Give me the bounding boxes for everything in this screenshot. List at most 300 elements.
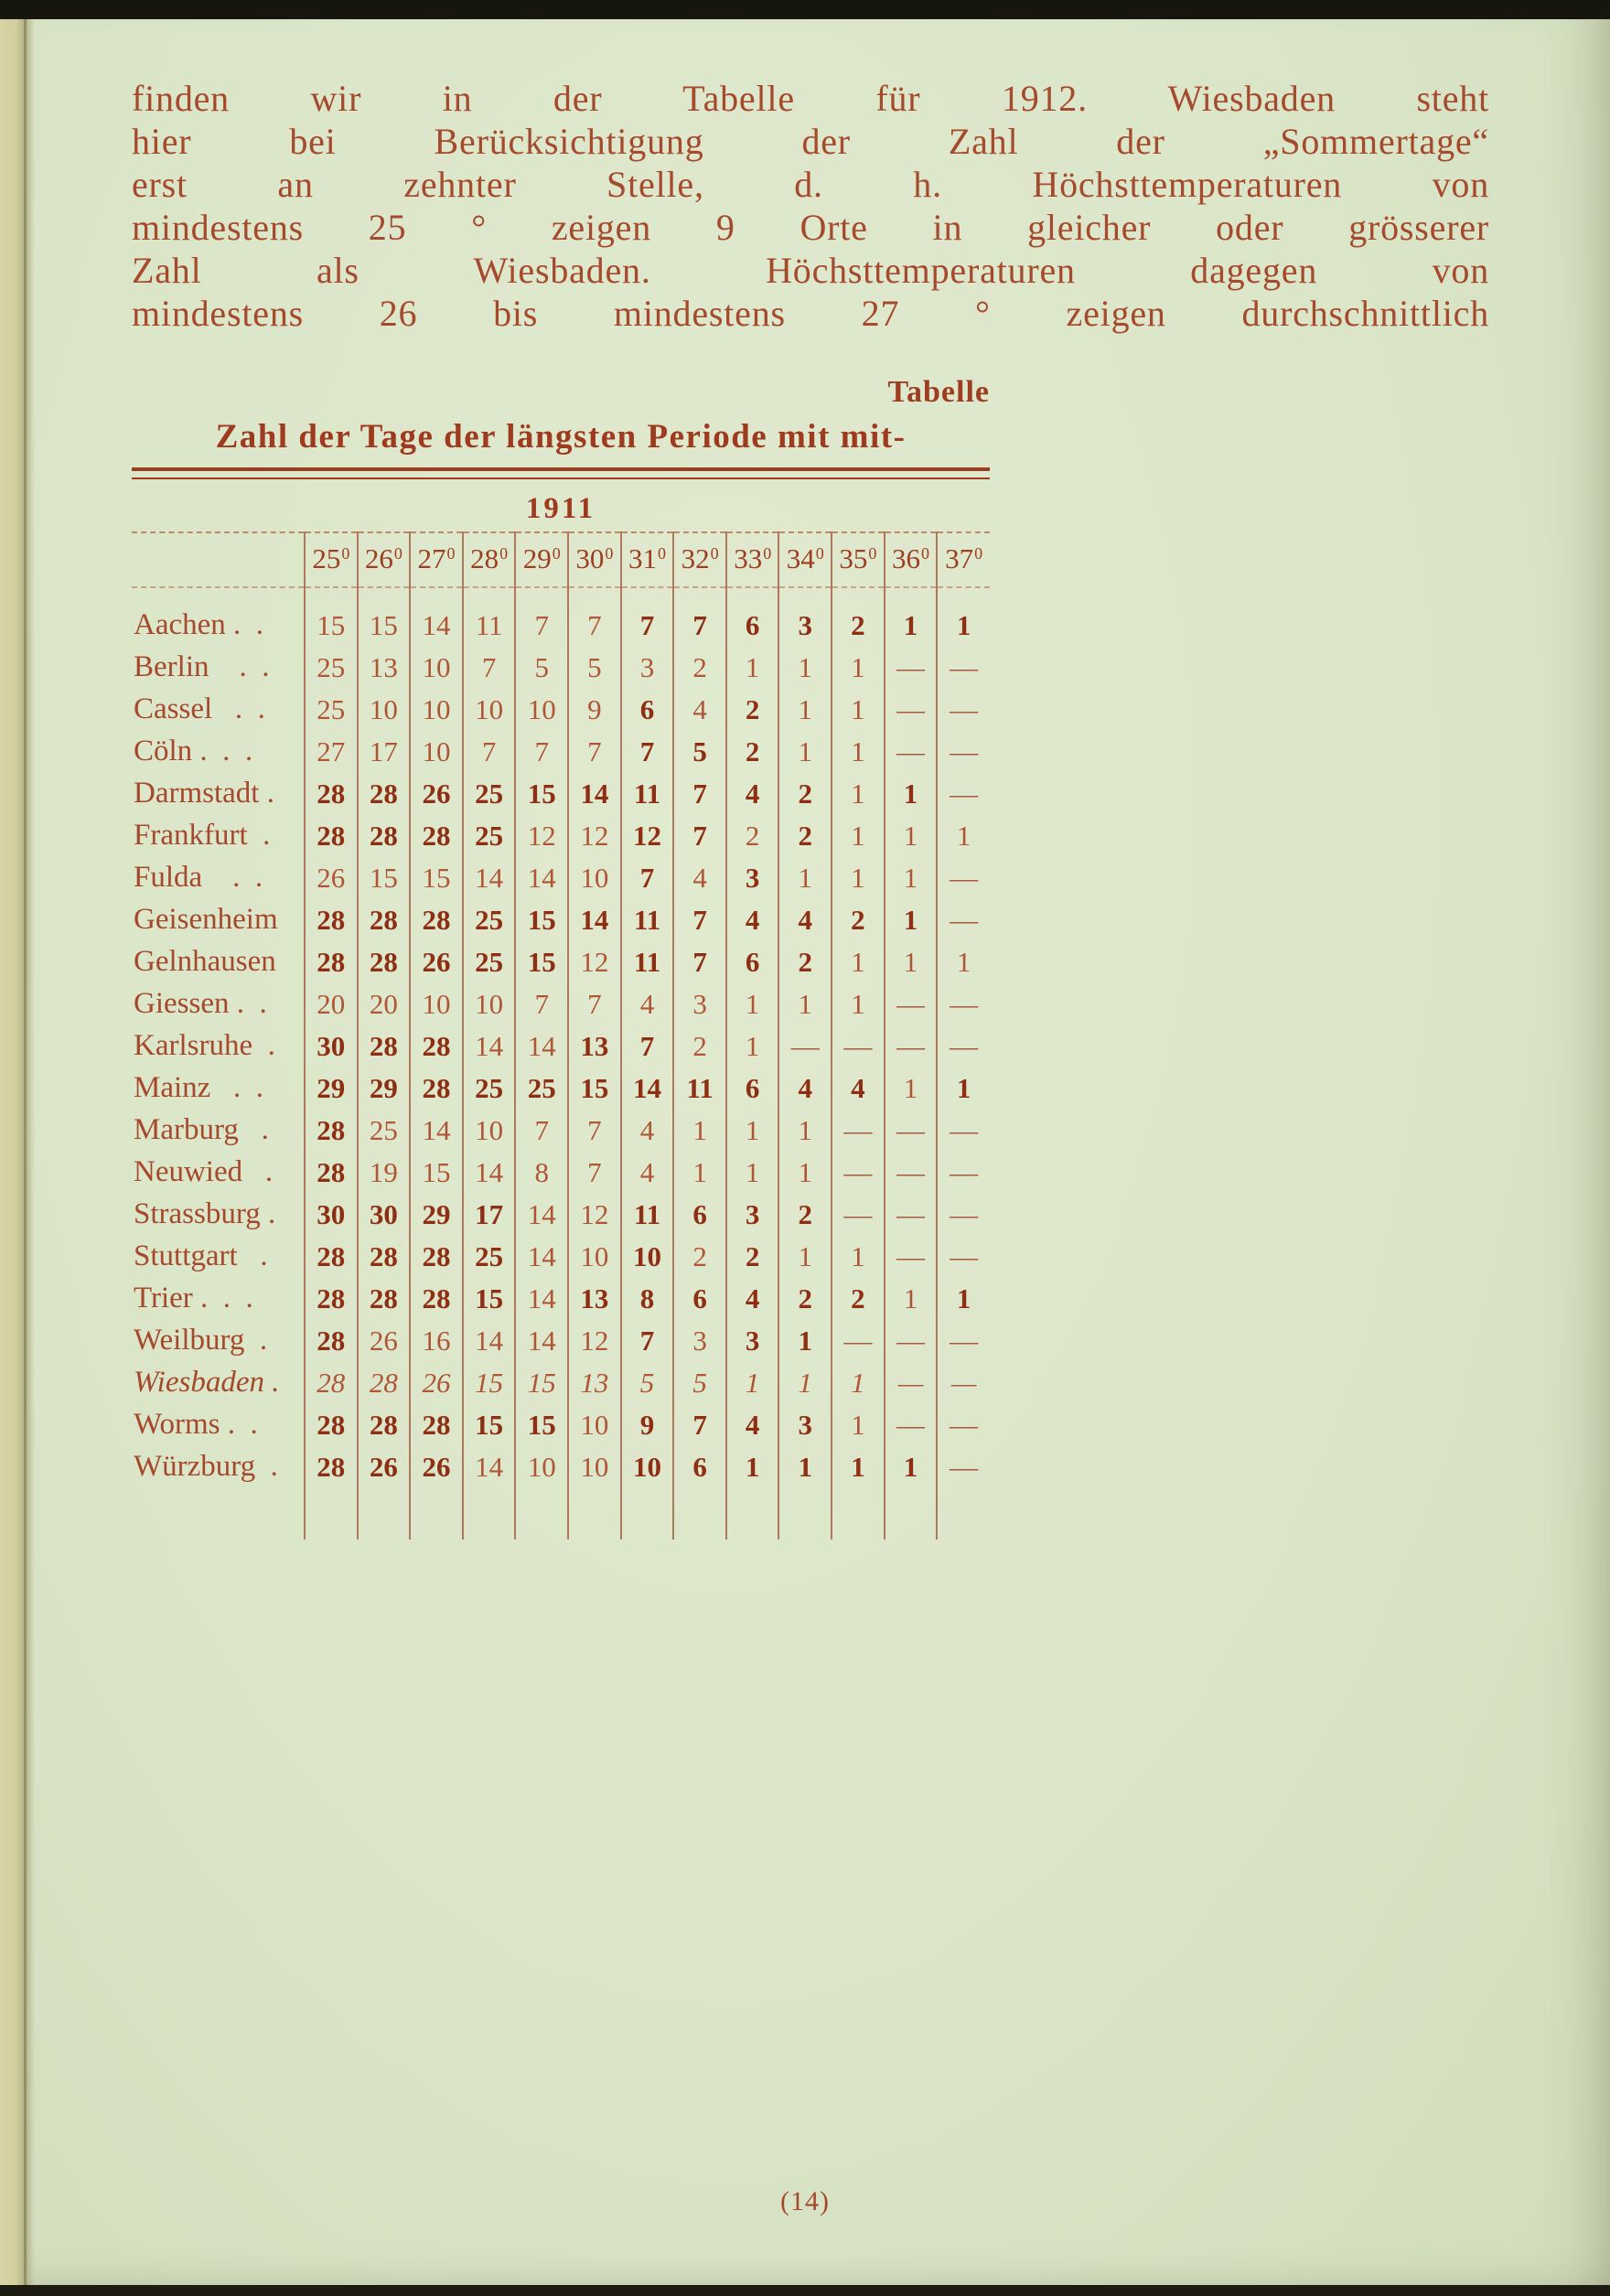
- city-name: Weilburg .: [134, 1324, 268, 1357]
- table-row: [132, 773, 990, 815]
- table-cell: 1: [832, 941, 885, 983]
- table-cell: 19: [358, 1152, 411, 1194]
- table-cell: —: [937, 1446, 990, 1488]
- column-header: $29^0$: [515, 532, 568, 587]
- table-cell: 14: [515, 1025, 568, 1068]
- paragraph-line: hier bei Berücksichtigung der Zahl der „Sommertage“: [132, 121, 1489, 162]
- table-cell: 29: [410, 1194, 463, 1236]
- table-cell: 7: [463, 647, 516, 689]
- table-cell: 28: [305, 1278, 358, 1320]
- table-cell: —: [937, 983, 990, 1025]
- degree-superscript: 0: [710, 544, 719, 563]
- paragraph-line: mindestens 26 bis mindestens 27 ° zeigen durchschnittlich: [132, 293, 1489, 334]
- table-cell: 1: [778, 689, 832, 731]
- table-cell: 26: [358, 1446, 411, 1488]
- table-cell: 28: [305, 1446, 358, 1488]
- table-cell: 1: [832, 773, 885, 815]
- table-cell: 12: [568, 1194, 621, 1236]
- table-cell: 11: [621, 899, 674, 941]
- table-cell: 1: [726, 983, 779, 1025]
- city-name: Karlsruhe .: [134, 1029, 275, 1062]
- table-cell: 1: [778, 1236, 832, 1278]
- table-cell: 3: [726, 857, 779, 899]
- table-cell: 15: [515, 941, 568, 983]
- table-cell: 28: [410, 1068, 463, 1110]
- table-cell: 1: [726, 1362, 779, 1404]
- table-row: [132, 1404, 990, 1446]
- table-row: [132, 899, 990, 941]
- table-cell: 12: [515, 815, 568, 857]
- table-cell: 1: [885, 941, 938, 983]
- table-cell: 7: [515, 983, 568, 1025]
- column-header: $31^0$: [621, 532, 674, 587]
- table-cell: 1: [778, 857, 832, 899]
- degree-superscript: 0: [815, 544, 824, 563]
- table-cell: 15: [515, 899, 568, 941]
- city-name: Darmstadt .: [134, 777, 274, 810]
- table-cell: 1: [726, 1446, 779, 1488]
- table-cell: 14: [463, 1025, 516, 1068]
- table-cell: 4: [832, 1068, 885, 1110]
- table-cell: 1: [778, 647, 832, 689]
- column-header: $34^0$: [778, 532, 832, 587]
- table-cell: 1: [885, 1068, 938, 1110]
- table-cell: —: [937, 857, 990, 899]
- table-cell: 28: [410, 899, 463, 941]
- table-cell: 25: [463, 1068, 516, 1110]
- table-cell: 1: [778, 1362, 832, 1404]
- table-cell: 11: [621, 941, 674, 983]
- degree-superscript: 0: [446, 544, 456, 563]
- table-cell: 26: [358, 1320, 411, 1362]
- table-cell: 1: [832, 1404, 885, 1446]
- table-cell: 25: [305, 689, 358, 731]
- table-cell: 6: [726, 1068, 779, 1110]
- table-cell: 28: [358, 1404, 411, 1446]
- table-cell: 28: [305, 773, 358, 815]
- table-cell: 25: [463, 1236, 516, 1278]
- table-cell: 10: [410, 647, 463, 689]
- table-cell: 11: [621, 773, 674, 815]
- table-cell: 2: [778, 1194, 832, 1236]
- table-cell: 10: [410, 983, 463, 1025]
- table-cell: 7: [568, 731, 621, 773]
- table-cell: —: [885, 1236, 938, 1278]
- table-cell: 1: [673, 1110, 726, 1152]
- table-cell: 1: [832, 983, 885, 1025]
- table-row: [132, 1320, 990, 1362]
- table-cell: 1: [885, 857, 938, 899]
- table-cell: 1: [832, 815, 885, 857]
- table-cell: —: [937, 773, 990, 815]
- table-row: [132, 815, 990, 857]
- table-row: [132, 1194, 990, 1236]
- column-header: $35^0$: [832, 532, 885, 587]
- column-header: $37^0$: [937, 532, 990, 587]
- table-cell: 14: [515, 857, 568, 899]
- table-cell: 1: [778, 1446, 832, 1488]
- city-name: Neuwied .: [134, 1155, 274, 1188]
- table-cell: —: [937, 1362, 990, 1404]
- table-cell: 2: [726, 689, 779, 731]
- table-cell: 10: [463, 1110, 516, 1152]
- city-name: Würzburg .: [134, 1450, 278, 1483]
- table-cell: 28: [305, 1404, 358, 1446]
- column-header: $30^0$: [568, 532, 621, 587]
- table-cell: 25: [463, 815, 516, 857]
- page-bottom-edge: [0, 2285, 1610, 2296]
- table-cell: 14: [621, 1068, 674, 1110]
- table-cell: 6: [673, 1446, 726, 1488]
- table-cell: 15: [463, 1362, 516, 1404]
- table-cell: 28: [305, 1110, 358, 1152]
- table-cell: 10: [568, 1404, 621, 1446]
- table-cell: 14: [410, 1110, 463, 1152]
- table-cell: 3: [778, 587, 832, 647]
- table-cell: 30: [305, 1025, 358, 1068]
- table-cell: 10: [463, 983, 516, 1025]
- city-name: Geisenheim: [134, 903, 278, 936]
- table-cell: —: [937, 1025, 990, 1068]
- table-cell: 28: [305, 1152, 358, 1194]
- table-cell: 7: [621, 587, 674, 647]
- table-cell: 4: [778, 899, 832, 941]
- temperature-days-table: [132, 531, 990, 1540]
- table-cell: 9: [621, 1404, 674, 1446]
- table-cell: —: [937, 689, 990, 731]
- table-cell: —: [885, 1110, 938, 1152]
- table-cell: 13: [568, 1025, 621, 1068]
- city-column-header: [132, 532, 305, 587]
- table-cell: 14: [515, 1278, 568, 1320]
- table-cell: 1: [832, 689, 885, 731]
- table-cell: 7: [673, 587, 726, 647]
- table-cell: 2: [673, 1025, 726, 1068]
- table-cell: 26: [305, 857, 358, 899]
- table-cell: 14: [568, 773, 621, 815]
- page-top-edge: [0, 0, 1610, 19]
- table-cell: 1: [832, 1362, 885, 1404]
- table-cell: —: [885, 983, 938, 1025]
- table-cell: 7: [568, 1110, 621, 1152]
- table-cell: 13: [358, 647, 411, 689]
- table-cell: 25: [358, 1110, 411, 1152]
- table-cell: 1: [778, 1152, 832, 1194]
- table-cell: 1: [726, 1025, 779, 1068]
- table-cell: 25: [463, 899, 516, 941]
- table-cell: 15: [568, 1068, 621, 1110]
- table-row: [132, 1110, 990, 1152]
- table-cell: 2: [778, 1278, 832, 1320]
- table-cell: 1: [726, 1152, 779, 1194]
- city-name: Giessen . .: [134, 987, 267, 1020]
- table-cell: —: [937, 1320, 990, 1362]
- table-cell: 9: [568, 689, 621, 731]
- table-cell: 14: [463, 1152, 516, 1194]
- city-name: Cöln . . .: [134, 735, 253, 767]
- table-cell: 14: [463, 1446, 516, 1488]
- table-cell: 28: [305, 899, 358, 941]
- city-name: Strassburg .: [134, 1197, 276, 1230]
- table-cell: 1: [885, 1278, 938, 1320]
- table-row: [132, 587, 990, 647]
- table-cell: 3: [778, 1404, 832, 1446]
- table-row: [132, 1278, 990, 1320]
- column-header: $27^0$: [410, 532, 463, 587]
- table-title: Zahl der Tage der längsten Periode mit mit-: [215, 418, 907, 456]
- table-cell: —: [937, 1404, 990, 1446]
- table-cell: 1: [937, 1068, 990, 1110]
- table-cell: 29: [358, 1068, 411, 1110]
- table-cell: 5: [673, 731, 726, 773]
- table-cell: 27: [305, 731, 358, 773]
- table-cell: 26: [410, 773, 463, 815]
- body-paragraph: [132, 77, 1489, 335]
- table-cell: 6: [726, 587, 779, 647]
- table-cell: 12: [568, 1320, 621, 1362]
- table-cell: 1: [937, 815, 990, 857]
- table-cell: 10: [568, 857, 621, 899]
- table-cell: 5: [515, 647, 568, 689]
- table-cell: —: [832, 1194, 885, 1236]
- table-cell: 7: [568, 1152, 621, 1194]
- table-cell: 15: [463, 1278, 516, 1320]
- degree-superscript: 0: [393, 544, 402, 563]
- table-cell: 28: [410, 1404, 463, 1446]
- table-cell: 8: [621, 1278, 674, 1320]
- table-cell: 2: [726, 815, 779, 857]
- degree-superscript: 0: [868, 544, 877, 563]
- table-cell: 15: [410, 1152, 463, 1194]
- table-cell: 7: [463, 731, 516, 773]
- table-cell: 20: [358, 983, 411, 1025]
- table-cell: —: [832, 1110, 885, 1152]
- table-cell: 1: [778, 731, 832, 773]
- table-cell: 28: [305, 1320, 358, 1362]
- table-cell: 1: [832, 1446, 885, 1488]
- table-cell: 10: [621, 1446, 674, 1488]
- table-cell: 7: [621, 1025, 674, 1068]
- table-cell: 10: [568, 1236, 621, 1278]
- table-cell: 28: [358, 1236, 411, 1278]
- city-name: Aachen . .: [134, 608, 264, 641]
- paragraph-line: finden wir in der Tabelle für 1912. Wiesbaden steht: [132, 78, 1489, 119]
- table-cell: 1: [726, 1110, 779, 1152]
- table-cell: 6: [673, 1194, 726, 1236]
- city-name: Mainz . .: [134, 1071, 264, 1104]
- table-cell: 2: [778, 815, 832, 857]
- table-cell: 4: [726, 1278, 779, 1320]
- table-cell: 30: [358, 1194, 411, 1236]
- table-cell: 7: [515, 731, 568, 773]
- table-row: [132, 689, 990, 731]
- table-row: [132, 941, 990, 983]
- table-cell: 15: [515, 1404, 568, 1446]
- table-cell: 5: [673, 1362, 726, 1404]
- table-cell: 15: [515, 1362, 568, 1404]
- table-cell: —: [885, 1404, 938, 1446]
- table-cell: —: [832, 1152, 885, 1194]
- table-cell: 11: [621, 1194, 674, 1236]
- table-cell: 17: [463, 1194, 516, 1236]
- table-cell: 4: [621, 983, 674, 1025]
- table-cell: 20: [305, 983, 358, 1025]
- table-cell: 26: [410, 1362, 463, 1404]
- table-cell: —: [937, 899, 990, 941]
- table-cell: 1: [832, 647, 885, 689]
- table-cell: 10: [515, 1446, 568, 1488]
- city-name: Trier . . .: [134, 1282, 253, 1314]
- table-cell: —: [937, 1152, 990, 1194]
- table-cell: 25: [515, 1068, 568, 1110]
- table-cell: 1: [937, 941, 990, 983]
- table-cell: 4: [726, 773, 779, 815]
- column-header: $26^0$: [358, 532, 411, 587]
- table-cell: 2: [832, 899, 885, 941]
- table-cell: 15: [305, 587, 358, 647]
- table-cell: 7: [568, 587, 621, 647]
- table-cell: 1: [937, 1278, 990, 1320]
- table-cell: 3: [673, 983, 726, 1025]
- column-header: $25^0$: [305, 532, 358, 587]
- table-cell: 28: [305, 1236, 358, 1278]
- table-cell: 10: [358, 689, 411, 731]
- table-row: [132, 1152, 990, 1194]
- table-cell: 25: [463, 941, 516, 983]
- table-cell: 2: [832, 1278, 885, 1320]
- city-name: Wiesbaden .: [134, 1366, 280, 1399]
- city-name: Worms . .: [134, 1408, 258, 1441]
- table-cell: 11: [673, 1068, 726, 1110]
- paragraph-line: mindestens 25 ° zeigen 9 Orte in gleicher oder grösserer: [132, 207, 1489, 248]
- table-cell: 7: [621, 1320, 674, 1362]
- degree-superscript: 0: [657, 544, 666, 563]
- degree-superscript: 0: [763, 544, 772, 563]
- table-cell: 28: [410, 1278, 463, 1320]
- table-row: [132, 1362, 990, 1404]
- table-row: [132, 1236, 990, 1278]
- table-cell: —: [832, 1320, 885, 1362]
- table-cell: 28: [410, 815, 463, 857]
- degree-superscript: 0: [499, 544, 509, 563]
- table-cell: 4: [726, 899, 779, 941]
- city-name: Berlin . .: [134, 650, 270, 683]
- degree-superscript: 0: [552, 544, 561, 563]
- table-cell: 14: [568, 899, 621, 941]
- city-name: Marburg .: [134, 1113, 269, 1146]
- table-cell: 14: [515, 1194, 568, 1236]
- degree-superscript: 0: [605, 544, 614, 563]
- table-cell: 3: [621, 647, 674, 689]
- table-row: [132, 1025, 990, 1068]
- table-cell: 10: [410, 689, 463, 731]
- table-row: [132, 983, 990, 1025]
- header-row: [132, 532, 990, 587]
- table-cell: 1: [885, 815, 938, 857]
- table-cell: 1: [937, 587, 990, 647]
- table-cell: 1: [778, 983, 832, 1025]
- table-cell: 28: [305, 1362, 358, 1404]
- table-cell: 28: [358, 815, 411, 857]
- city-name: Cassel . .: [134, 692, 265, 725]
- table-cell: 3: [673, 1320, 726, 1362]
- table-cell: 28: [358, 941, 411, 983]
- table-cell: 14: [463, 857, 516, 899]
- year-heading: 1911: [525, 492, 596, 525]
- table-cell: 15: [463, 1404, 516, 1446]
- table-row: [132, 1068, 990, 1110]
- table-cell: 7: [673, 815, 726, 857]
- city-name: Stuttgart .: [134, 1239, 268, 1272]
- table-cell: 28: [410, 1025, 463, 1068]
- table-cell: —: [885, 689, 938, 731]
- table-cell: —: [832, 1025, 885, 1068]
- paragraph-line: Zahl als Wiesbaden. Höchsttemperaturen dagegen von: [132, 250, 1489, 291]
- table-cell: —: [885, 647, 938, 689]
- table-cell: 12: [568, 941, 621, 983]
- table-cell: 14: [515, 1236, 568, 1278]
- table-cell: 28: [358, 1025, 411, 1068]
- table-cell: 10: [621, 1236, 674, 1278]
- table-cell: 1: [885, 899, 938, 941]
- table-cell: 14: [410, 587, 463, 647]
- table-cell: 1: [832, 731, 885, 773]
- table-cell: 28: [305, 941, 358, 983]
- table-cell: 6: [726, 941, 779, 983]
- table-cell: 26: [410, 1446, 463, 1488]
- table-cell: 14: [463, 1320, 516, 1362]
- degree-superscript: 0: [921, 544, 929, 563]
- table-cell: 4: [621, 1110, 674, 1152]
- table-cell: 15: [358, 587, 411, 647]
- table-cell: —: [885, 1152, 938, 1194]
- table-cell: 7: [621, 731, 674, 773]
- column-header: $36^0$: [885, 532, 938, 587]
- page-number: (14): [780, 2186, 830, 2216]
- column-header: $33^0$: [726, 532, 779, 587]
- table-cell: 1: [885, 1446, 938, 1488]
- table-cell: 2: [673, 647, 726, 689]
- table-cell: 26: [410, 941, 463, 983]
- table-cell: 2: [726, 1236, 779, 1278]
- table-cell: 1: [778, 1320, 832, 1362]
- table-cell: 15: [358, 857, 411, 899]
- table-cell: 28: [358, 1362, 411, 1404]
- table-cell: 7: [673, 773, 726, 815]
- table-cell: 10: [568, 1446, 621, 1488]
- column-header: $28^0$: [463, 532, 516, 587]
- table-block: [132, 375, 990, 1540]
- table-cell: 30: [305, 1194, 358, 1236]
- table-cell: 6: [673, 1278, 726, 1320]
- table-cell: 7: [621, 857, 674, 899]
- table-cell: —: [885, 1025, 938, 1068]
- table-cell: 5: [621, 1362, 674, 1404]
- table-cell: 3: [726, 1194, 779, 1236]
- table-cell: 1: [885, 773, 938, 815]
- table-cell: 7: [568, 983, 621, 1025]
- table-cell: 13: [568, 1278, 621, 1320]
- table-cell: —: [778, 1025, 832, 1068]
- table-cell: 7: [673, 941, 726, 983]
- table-cell: —: [937, 647, 990, 689]
- table-cell: 1: [832, 857, 885, 899]
- book-binding-edge: [0, 0, 35, 2296]
- table-cell: —: [885, 731, 938, 773]
- table-cell: —: [937, 1194, 990, 1236]
- table-cell: 11: [463, 587, 516, 647]
- table-row: [132, 647, 990, 689]
